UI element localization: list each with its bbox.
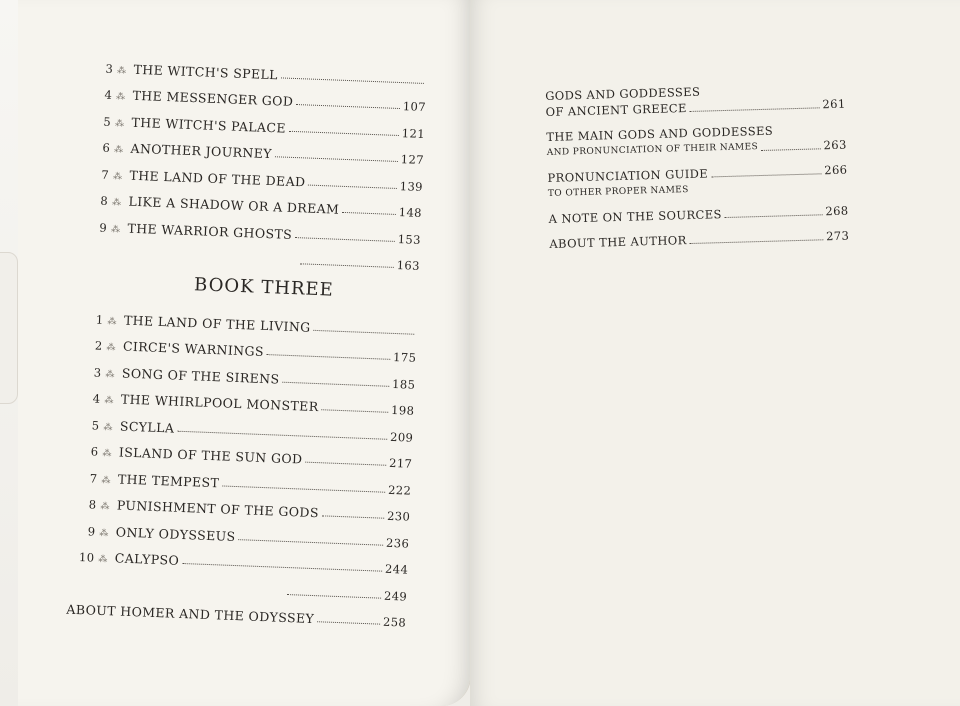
leader-dots	[725, 214, 823, 218]
entry-page: 261	[822, 96, 846, 112]
entry-number: 3	[105, 61, 114, 76]
entry-title: THE WITCH'S SPELL	[133, 61, 279, 82]
entry-number: 8	[88, 497, 97, 512]
entry-title: SONG OF THE SIRENS	[121, 365, 280, 387]
entry-title: PUNISHMENT OF THE GODS	[116, 497, 320, 521]
entry-title: THE TEMPEST	[117, 470, 220, 490]
entry-page: 273	[825, 228, 850, 244]
entry-page: 249	[383, 588, 408, 604]
entry-number: 7	[101, 167, 110, 182]
ornament-icon: ⁂	[114, 118, 125, 129]
left-table-of-contents	[66, 48, 428, 630]
ornament-icon: ⁂	[110, 224, 121, 235]
leader-dots	[300, 263, 394, 268]
entry-title: THE WARRIOR GHOSTS	[127, 220, 293, 242]
entry-title: THE MAIN GODS AND GODDESSES	[546, 123, 774, 144]
entry-page: 244	[384, 561, 409, 577]
ornament-icon: ⁂	[99, 528, 109, 539]
entry-page: 163	[396, 258, 421, 273]
leader-dots	[308, 184, 396, 188]
entry-number: 2	[94, 338, 103, 353]
entry-title: THE MESSENGER GOD	[132, 87, 294, 109]
leader-dots	[287, 594, 381, 599]
leader-dots	[322, 515, 384, 518]
entry-subtitle: OF ANCIENT GREECE	[545, 101, 687, 119]
entry-page: 209	[389, 429, 414, 445]
entry-title: ISLAND OF THE SUN GOD	[118, 444, 303, 467]
entry-number: 6	[90, 444, 99, 459]
entry-subtitle: TO OTHER PROPER NAMES	[547, 185, 689, 199]
entry-page: 266	[824, 162, 848, 178]
entry-number: 1	[95, 312, 104, 327]
entry-title: GODS AND GODDESSES	[545, 84, 701, 103]
leader-dots	[317, 621, 380, 624]
ornament-icon: ⁂	[101, 475, 112, 486]
entry-title: ABOUT THE AUTHOR	[549, 233, 687, 251]
entry-page: 107	[402, 99, 427, 115]
entry-title: CALYPSO	[114, 550, 180, 568]
ornament-icon: ⁂	[100, 501, 110, 513]
entry-number: 4	[92, 391, 101, 406]
entry-page: 236	[385, 535, 410, 551]
ornament-icon: ⁂	[107, 316, 118, 327]
entry-number: 3	[93, 364, 102, 380]
ornament-icon: ⁂	[105, 369, 116, 380]
ornament-icon: ⁂	[116, 65, 127, 76]
entry-number: 10	[78, 550, 95, 565]
entry-number: 9	[87, 523, 96, 539]
entry-page: 230	[386, 508, 411, 524]
entry-number: 8	[100, 193, 109, 208]
entry-title: A NOTE ON THE SOURCES	[548, 207, 722, 226]
leader-dots	[761, 148, 821, 151]
ornament-icon: ⁂	[112, 171, 123, 182]
ornament-icon: ⁂	[104, 395, 115, 407]
leader-dots	[282, 381, 389, 386]
toc-entry	[546, 121, 847, 161]
ornament-icon: ⁂	[102, 448, 113, 460]
entry-title: LIKE A SHADOW OR A DREAM	[128, 193, 340, 217]
leader-dots	[289, 130, 399, 135]
leader-dots	[690, 107, 820, 112]
ornament-icon: ⁂	[113, 145, 124, 156]
leader-dots	[295, 237, 395, 242]
ornament-icon: ⁂	[111, 198, 122, 209]
entry-number: 6	[102, 140, 111, 155]
ornament-icon: ⁂	[106, 342, 117, 354]
entry-title: CIRCE'S WARNINGS	[122, 338, 265, 359]
entry-page: 185	[391, 376, 416, 392]
entry-title: ONLY ODYSSEUS	[115, 523, 236, 544]
leader-dots	[313, 329, 414, 334]
entry-title: PRONUNCIATION GUIDE	[547, 166, 709, 185]
entry-number: 9	[99, 220, 108, 235]
entry-title: SCYLLA	[119, 418, 175, 436]
entry-page: 175	[392, 349, 417, 365]
entry-page: 198	[390, 402, 415, 418]
ornament-icon: ⁂	[103, 422, 114, 433]
entry-title: THE LAND OF THE DEAD	[129, 167, 306, 189]
entry-page: 121	[401, 125, 426, 141]
leader-dots	[296, 104, 400, 109]
leader-dots	[321, 409, 388, 413]
section-heading: BOOK THREE	[193, 274, 335, 301]
toc-entry	[549, 228, 849, 252]
leader-dots	[342, 212, 396, 215]
entry-page: 139	[399, 178, 424, 194]
entry-page: 148	[398, 205, 423, 220]
entry-title: THE WHIRLPOOL MONSTER	[120, 391, 319, 415]
leader-dots	[711, 173, 821, 177]
entry-subtitle: AND PRONUNCIATION OF THEIR NAMES	[546, 142, 759, 158]
entry-title: ABOUT HOMER AND THE ODYSSEY	[66, 601, 315, 627]
ornament-icon: ⁂	[115, 92, 126, 103]
entry-page: 222	[387, 482, 412, 498]
ornament-icon: ⁂	[98, 554, 108, 566]
entry-page: 268	[825, 203, 849, 219]
entry-page: 263	[823, 137, 847, 153]
entry-number: 5	[103, 114, 112, 129]
entry-number: 4	[104, 87, 113, 102]
leader-dots	[305, 462, 386, 466]
entry-page: 153	[397, 231, 422, 247]
toc-entry	[547, 162, 848, 202]
entry-title: THE LAND OF THE LIVING	[123, 312, 311, 335]
entry-number: 5	[91, 417, 100, 433]
toc-entry	[548, 203, 848, 227]
right-table-of-contents	[545, 80, 850, 261]
bookmark-tab	[0, 252, 18, 404]
entry-page: 127	[400, 152, 425, 167]
entry-title: ANOTHER JOURNEY	[130, 140, 273, 162]
entry-page: 217	[388, 455, 413, 471]
leader-dots	[690, 239, 823, 244]
entry-number: 7	[89, 470, 98, 486]
entry-page: 258	[382, 614, 407, 630]
entry-title: THE WITCH'S PALACE	[131, 114, 287, 136]
